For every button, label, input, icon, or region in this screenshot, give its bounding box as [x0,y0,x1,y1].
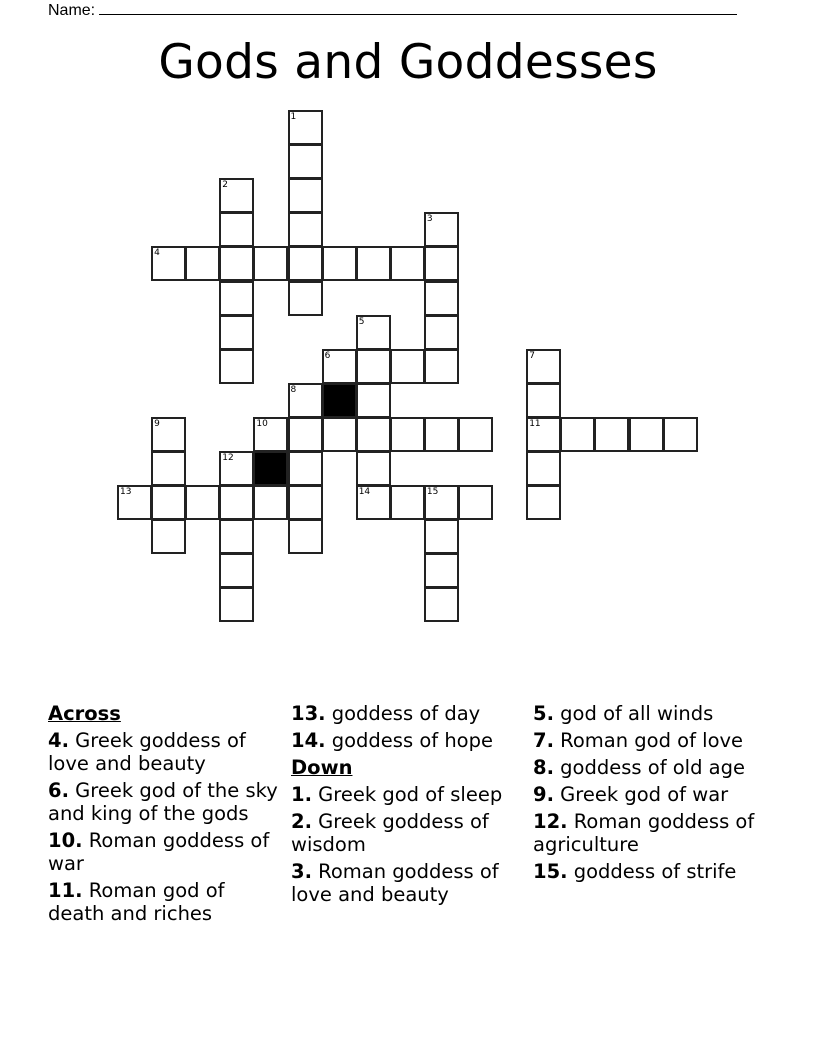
clue [533,702,773,725]
grid-cell[interactable] [424,587,459,622]
clue [291,810,527,856]
grid-cell[interactable] [424,246,459,281]
grid-cell[interactable] [356,315,391,350]
grid-cell[interactable] [253,246,288,281]
clue [533,810,773,856]
grid-cell[interactable] [151,417,186,452]
grid-cell[interactable] [288,519,323,554]
grid-cell[interactable] [424,553,459,588]
grid-cell[interactable] [219,281,254,316]
clue-column-2 [291,702,527,910]
grid-cell[interactable] [424,212,459,247]
clue-text: goddess of hope [325,729,493,752]
clue-number: 13 [120,487,132,498]
clue-num: 12. [533,810,568,833]
clue-text: Roman goddess of agriculture [533,810,755,856]
grid-cell[interactable] [390,246,425,281]
clue-num: 15. [533,860,568,883]
grid-cell[interactable] [594,417,629,452]
grid-cell[interactable] [288,417,323,452]
clue-number: 12 [222,453,234,463]
clue-num: 5. [533,702,554,725]
clue-num: 14. [291,729,326,752]
grid-cell[interactable] [356,417,391,452]
grid-cell[interactable] [288,246,323,281]
clue-num: 7. [533,729,554,752]
grid-cell[interactable] [288,178,323,213]
grid-cell[interactable] [356,485,391,520]
grid-cell[interactable] [424,417,459,452]
clue [291,783,527,806]
clue-number: 6 [324,350,331,361]
grid-cell[interactable] [663,417,698,452]
clue-num: 13. [291,702,326,725]
clue-text: Roman goddess of war [48,829,270,875]
clue [48,829,278,875]
grid-cell[interactable] [322,349,357,384]
clue-number: 2 [222,180,229,191]
grid-cell[interactable] [629,417,664,452]
grid-cell[interactable] [322,417,357,452]
across-clue-list-continued [291,702,527,752]
clue-text: Greek god of sleep [311,783,503,806]
across-heading: Across [48,702,121,725]
grid-cell[interactable] [219,212,254,247]
clue-num: 10. [48,829,83,852]
grid-cell[interactable] [526,383,561,418]
clue [291,702,527,725]
page-title: Gods and Goddesses [158,35,658,90]
clue [533,756,773,779]
grid-cell[interactable] [253,485,288,520]
grid-cell[interactable] [288,110,323,145]
clue-text: Roman goddess of love and beauty [291,860,499,906]
clue-text: god of all winds [553,702,714,725]
grid-cell[interactable] [219,553,254,588]
clue-text: Greek goddess of love and beauty [48,729,246,775]
grid-cell[interactable] [560,417,595,452]
clue-text: Greek god of war [553,783,729,806]
grid-cell[interactable] [356,349,391,384]
clue-number: 15 [426,487,439,498]
clue [48,879,278,925]
grid-cell[interactable] [424,315,459,350]
grid-cell[interactable] [288,383,323,418]
grid-cell[interactable] [424,349,459,384]
grid-cell[interactable] [356,246,391,281]
clue-number: 8 [290,384,297,395]
clue-number: 9 [154,418,160,429]
clue-number: 10 [256,418,268,429]
clue-number: 14 [358,487,371,498]
down-clue-list [291,783,527,906]
grid-cell[interactable] [424,519,459,554]
grid-cell[interactable] [322,246,357,281]
grid-cell[interactable] [219,587,254,622]
grid-cell[interactable] [219,485,254,520]
clue-text: Greek goddess of wisdom [291,810,489,856]
grid-cell[interactable] [151,519,186,554]
clue-text: goddess of strife [567,860,737,883]
grid-cell[interactable] [390,417,425,452]
grid-cell[interactable] [151,246,186,281]
clue-text: Greek god of the sky and king of the gods [48,779,278,825]
grid-cell[interactable] [288,212,323,247]
clue-number: 7 [529,350,535,361]
grid-cell[interactable] [458,417,493,452]
clue-num: 1. [291,783,312,806]
grid-cell[interactable] [219,519,254,554]
clue-number: 3 [426,214,433,225]
clue-text: Roman god of love [553,729,744,752]
grid-cell[interactable] [424,485,459,520]
clue-num: 11. [48,879,83,902]
grid-cell[interactable] [219,315,254,350]
clue [533,729,773,752]
clue-text: goddess of day [325,702,481,725]
down-heading: Down [291,756,353,779]
grid-cell[interactable] [458,485,493,520]
clue-num: 3. [291,860,312,883]
clue-number: 5 [358,316,365,327]
grid-cell[interactable] [117,485,152,520]
grid-cell[interactable] [526,451,561,486]
clue-text: Roman god of death and riches [48,879,225,925]
grid-cell[interactable] [219,178,254,213]
grid-cell[interactable] [288,451,323,486]
clue-num: 9. [533,783,554,806]
grid-block-cell [253,451,288,486]
down-clue-list-continued [533,702,773,883]
grid-cell[interactable] [526,485,561,520]
grid-cell[interactable] [288,281,323,316]
grid-cell[interactable] [151,485,186,520]
grid-cell[interactable] [390,485,425,520]
clue-text: goddess of old age [553,756,746,779]
clue-num: 8. [533,756,554,779]
clue [48,729,278,775]
grid-cell[interactable] [219,246,254,281]
clue-number: 11 [529,418,541,429]
name-label: Name: [48,2,96,19]
grid-cell[interactable] [185,246,220,281]
grid-cell[interactable] [288,485,323,520]
grid-cell[interactable] [185,485,220,520]
clue-number: 4 [154,248,160,259]
clue-num: 6. [48,779,69,802]
grid-block-cell [322,383,357,418]
grid-cell[interactable] [526,417,561,452]
grid-cell[interactable] [356,383,391,418]
clue-column-3 [533,702,773,887]
grid-cell[interactable] [390,349,425,384]
grid-cell[interactable] [253,417,288,452]
clue-column-1 [48,702,278,929]
grid-cell[interactable] [219,349,254,384]
clue-num: 4. [48,729,69,752]
clue [291,860,527,906]
clue [48,779,278,825]
grid-cell[interactable] [219,451,254,486]
grid-cell[interactable] [424,281,459,316]
grid-cell[interactable] [526,349,561,384]
clue [291,729,527,752]
clue [533,783,773,806]
grid-cell[interactable] [288,144,323,179]
clue-number: 1 [290,112,297,122]
clue [533,860,773,883]
clue-num: 2. [291,810,312,833]
grid-cell[interactable] [356,451,391,486]
grid-cell[interactable] [151,451,186,486]
across-clue-list [48,729,278,925]
